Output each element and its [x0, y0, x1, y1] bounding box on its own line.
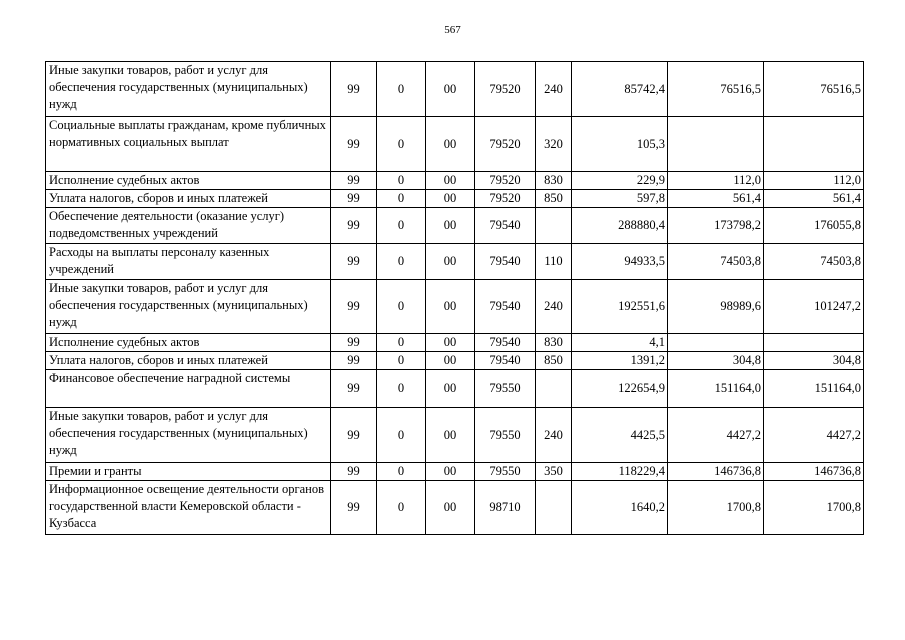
row-code-target: 98710 [475, 481, 536, 535]
row-code-section: 99 [331, 408, 377, 463]
row-code-section: 99 [331, 334, 377, 352]
row-name: Уплата налогов, сборов и иных платежей [46, 352, 331, 370]
row-value-1: 192551,6 [572, 280, 668, 334]
row-value-2: 76516,5 [668, 62, 764, 117]
row-code-section: 99 [331, 370, 377, 408]
row-code-expense-type: 830 [536, 172, 572, 190]
row-code-target: 79540 [475, 208, 536, 244]
row-code-section: 99 [331, 208, 377, 244]
row-code-expense-type: 240 [536, 408, 572, 463]
row-code-expense-type: 240 [536, 280, 572, 334]
row-code-section: 99 [331, 481, 377, 535]
row-code-subsection: 0 [377, 172, 426, 190]
row-code-target: 79540 [475, 280, 536, 334]
row-code-subsection: 0 [377, 352, 426, 370]
row-code-expense-type: 850 [536, 352, 572, 370]
row-name: Обеспечение деятельности (оказание услуг) подведомственных учреждений [46, 208, 331, 244]
row-value-3: 151164,0 [764, 370, 864, 408]
table-row [46, 244, 864, 280]
row-value-2: 98989,6 [668, 280, 764, 334]
row-code-subsection: 0 [377, 190, 426, 208]
row-value-3 [764, 117, 864, 172]
row-code-expense-type: 240 [536, 62, 572, 117]
row-code-subsection: 0 [377, 244, 426, 280]
table-row [46, 370, 864, 408]
row-code-target: 79520 [475, 172, 536, 190]
budget-table [45, 61, 864, 535]
row-value-3: 101247,2 [764, 280, 864, 334]
row-code-section: 99 [331, 172, 377, 190]
row-value-2: 146736,8 [668, 463, 764, 481]
row-code-program: 00 [426, 408, 475, 463]
row-code-section: 99 [331, 352, 377, 370]
row-code-expense-type: 110 [536, 244, 572, 280]
row-name: Премии и гранты [46, 463, 331, 481]
row-code-expense-type [536, 370, 572, 408]
row-value-1: 597,8 [572, 190, 668, 208]
row-value-3: 4427,2 [764, 408, 864, 463]
row-value-2: 304,8 [668, 352, 764, 370]
table-row [46, 463, 864, 481]
row-value-2: 1700,8 [668, 481, 764, 535]
row-code-subsection: 0 [377, 280, 426, 334]
row-value-3: 112,0 [764, 172, 864, 190]
row-code-subsection: 0 [377, 370, 426, 408]
row-code-subsection: 0 [377, 463, 426, 481]
table-row [46, 334, 864, 352]
row-code-subsection: 0 [377, 408, 426, 463]
row-name: Финансовое обеспечение наградной системы [46, 370, 331, 408]
row-name: Социальные выплаты гражданам, кроме публичных нормативных социальных выплат [46, 117, 331, 172]
row-value-1: 288880,4 [572, 208, 668, 244]
table-row [46, 190, 864, 208]
table-row [46, 352, 864, 370]
row-code-program: 00 [426, 370, 475, 408]
row-value-3: 1700,8 [764, 481, 864, 535]
row-value-1: 105,3 [572, 117, 668, 172]
row-value-2: 151164,0 [668, 370, 764, 408]
row-value-3: 304,8 [764, 352, 864, 370]
row-value-3: 74503,8 [764, 244, 864, 280]
row-code-program: 00 [426, 62, 475, 117]
row-code-program: 00 [426, 481, 475, 535]
row-code-target: 79540 [475, 352, 536, 370]
row-value-3: 176055,8 [764, 208, 864, 244]
row-value-3: 146736,8 [764, 463, 864, 481]
row-value-2 [668, 117, 764, 172]
table-row [46, 481, 864, 535]
row-name: Информационное освещение деятельности органов государственной власти Кемеровской области - Кузбасса [46, 481, 331, 535]
row-value-1: 94933,5 [572, 244, 668, 280]
row-code-program: 00 [426, 352, 475, 370]
table-row [46, 117, 864, 172]
table-row [46, 408, 864, 463]
row-code-target: 79520 [475, 117, 536, 172]
row-code-target: 79520 [475, 62, 536, 117]
row-code-expense-type: 320 [536, 117, 572, 172]
row-value-2: 112,0 [668, 172, 764, 190]
row-name: Иные закупки товаров, работ и услуг для обеспечения государственных (муниципальных) нужд [46, 280, 331, 334]
row-code-expense-type [536, 481, 572, 535]
row-value-2 [668, 334, 764, 352]
row-code-target: 79550 [475, 408, 536, 463]
row-value-1: 118229,4 [572, 463, 668, 481]
row-code-program: 00 [426, 244, 475, 280]
row-code-subsection: 0 [377, 481, 426, 535]
page-number: 567 [444, 24, 461, 36]
row-code-subsection: 0 [377, 334, 426, 352]
row-value-1: 1391,2 [572, 352, 668, 370]
row-value-3: 561,4 [764, 190, 864, 208]
row-code-target: 79540 [475, 244, 536, 280]
row-value-1: 1640,2 [572, 481, 668, 535]
row-code-program: 00 [426, 463, 475, 481]
row-code-target: 79550 [475, 463, 536, 481]
row-code-program: 00 [426, 208, 475, 244]
row-value-1: 85742,4 [572, 62, 668, 117]
row-code-program: 00 [426, 280, 475, 334]
row-code-section: 99 [331, 117, 377, 172]
row-value-2: 4427,2 [668, 408, 764, 463]
table-row [46, 172, 864, 190]
row-code-expense-type: 850 [536, 190, 572, 208]
row-code-program: 00 [426, 334, 475, 352]
row-value-3 [764, 334, 864, 352]
row-value-3: 76516,5 [764, 62, 864, 117]
row-name: Иные закупки товаров, работ и услуг для обеспечения государственных (муниципальных) нужд [46, 62, 331, 117]
row-code-program: 00 [426, 172, 475, 190]
row-code-section: 99 [331, 190, 377, 208]
row-code-subsection: 0 [377, 208, 426, 244]
row-code-section: 99 [331, 463, 377, 481]
row-name: Расходы на выплаты персоналу казенных учреждений [46, 244, 331, 280]
row-code-target: 79540 [475, 334, 536, 352]
row-code-program: 00 [426, 190, 475, 208]
row-value-2: 173798,2 [668, 208, 764, 244]
row-code-target: 79520 [475, 190, 536, 208]
row-code-program: 00 [426, 117, 475, 172]
table-row [46, 280, 864, 334]
row-name: Исполнение судебных актов [46, 334, 331, 352]
table-row [46, 62, 864, 117]
row-name: Уплата налогов, сборов и иных платежей [46, 190, 331, 208]
row-code-section: 99 [331, 62, 377, 117]
row-code-section: 99 [331, 244, 377, 280]
row-code-expense-type: 350 [536, 463, 572, 481]
row-code-subsection: 0 [377, 117, 426, 172]
row-value-2: 561,4 [668, 190, 764, 208]
row-value-1: 4,1 [572, 334, 668, 352]
row-value-1: 122654,9 [572, 370, 668, 408]
row-value-1: 229,9 [572, 172, 668, 190]
row-code-subsection: 0 [377, 62, 426, 117]
row-code-expense-type: 830 [536, 334, 572, 352]
row-code-section: 99 [331, 280, 377, 334]
row-code-target: 79550 [475, 370, 536, 408]
row-value-2: 74503,8 [668, 244, 764, 280]
row-code-expense-type [536, 208, 572, 244]
row-value-1: 4425,5 [572, 408, 668, 463]
row-name: Исполнение судебных актов [46, 172, 331, 190]
row-name: Иные закупки товаров, работ и услуг для обеспечения государственных (муниципальных) нужд [46, 408, 331, 463]
table-row [46, 208, 864, 244]
